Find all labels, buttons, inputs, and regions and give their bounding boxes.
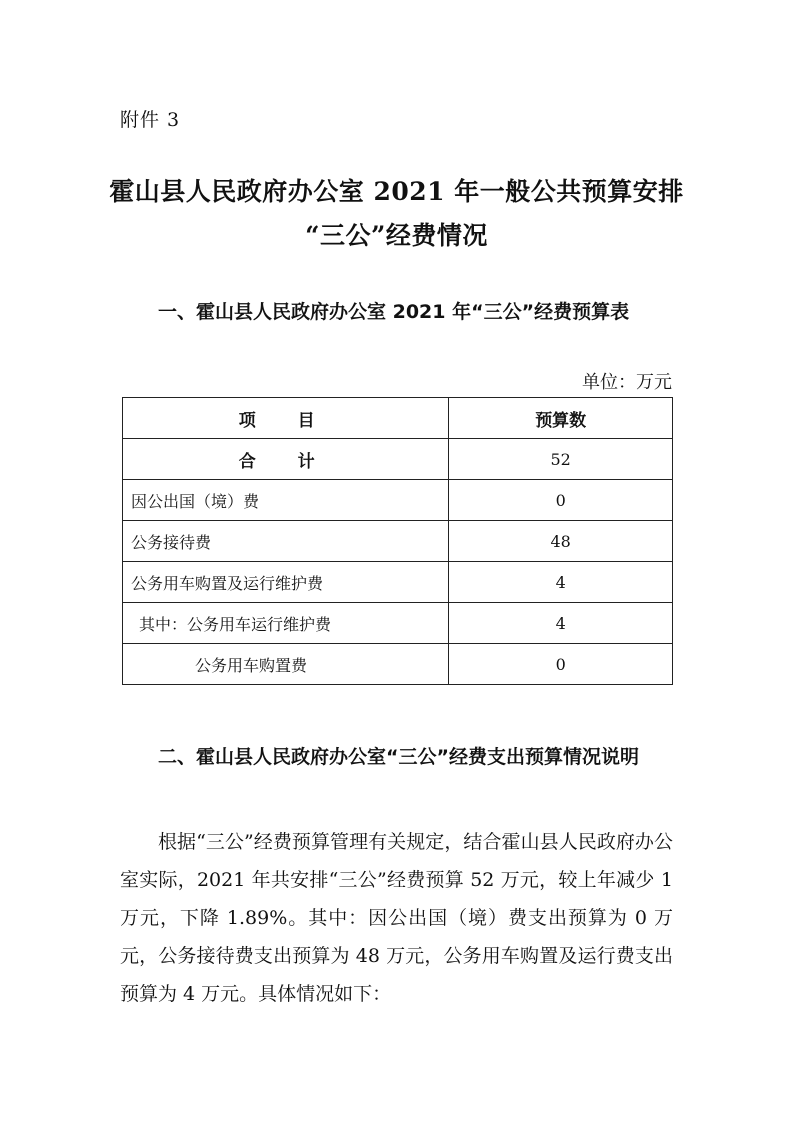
row-label: 其中：公务用车运行维护费	[123, 603, 449, 644]
row-label: 公务接待费	[123, 521, 449, 562]
header-item: 项 目	[123, 398, 449, 439]
table-row-total	[123, 439, 673, 480]
document-title-line-2: “三公”经费情况	[305, 221, 488, 250]
section-2-heading: 二、霍山县人民政府办公室“三公”经费支出预算情况说明	[158, 746, 639, 768]
section-1-heading: 一、霍山县人民政府办公室 2021 年“三公”经费预算表	[158, 301, 630, 323]
table-row	[123, 603, 673, 644]
table-header-row	[123, 398, 673, 439]
table-row	[123, 644, 673, 685]
row-label: 公务用车购置费	[123, 644, 449, 685]
table-row	[123, 562, 673, 603]
table-row	[123, 521, 673, 562]
row-label: 公务用车购置及运行维护费	[123, 562, 449, 603]
row-value: 4	[449, 562, 673, 603]
document-title-line-1: 霍山县人民政府办公室 2021 年一般公共预算安排	[109, 177, 684, 206]
row-value: 0	[449, 644, 673, 685]
row-value: 0	[449, 480, 673, 521]
budget-table	[122, 397, 673, 685]
row-label: 合 计	[123, 439, 449, 480]
explanation-paragraph: 根据“三公”经费预算管理有关规定，结合霍山县人民政府办公室实际，2021 年共安排“三公”经费预算 52 万元，较上年减少 1 万元，下降 1.89%。其中：因公出国（境）费支出预算为 0 万元，公务接待费支出预算为 48 万元，公务用车购置及运行费支出预算为 4 万元。具体情况如下：	[120, 831, 673, 1005]
table-row	[123, 480, 673, 521]
row-value: 52	[449, 439, 673, 480]
header-budget: 预算数	[449, 398, 673, 439]
row-value: 4	[449, 603, 673, 644]
row-value: 48	[449, 521, 673, 562]
row-label: 因公出国（境）费	[123, 480, 449, 521]
unit-label: 单位：万元	[582, 372, 672, 393]
attachment-label: 附件 3	[120, 109, 181, 131]
